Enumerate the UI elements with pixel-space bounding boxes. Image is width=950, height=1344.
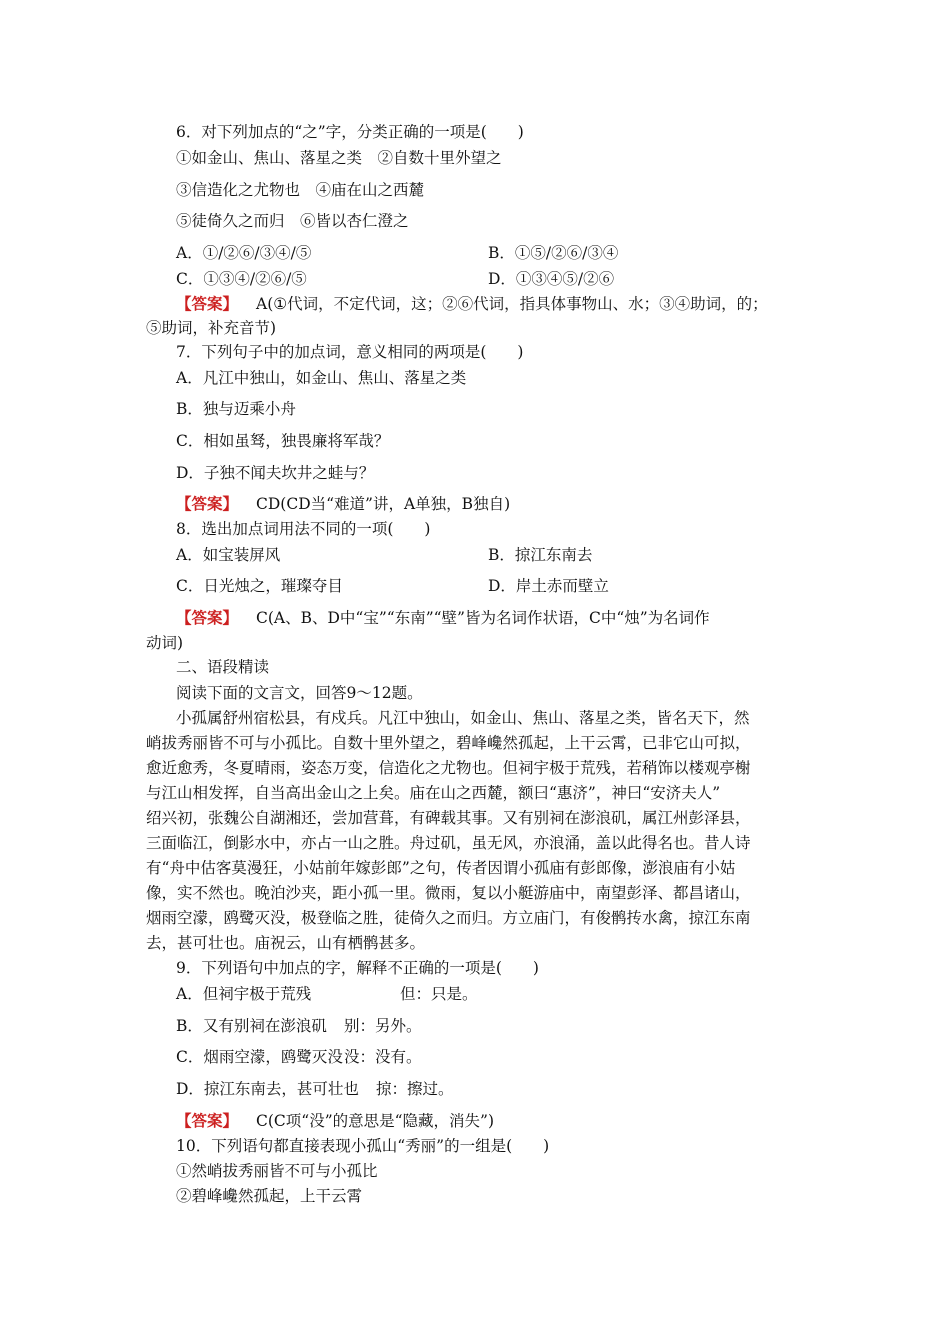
q7-answer-text: CD(CD当“难道”讲，A单独，B独自) (256, 495, 511, 513)
answer-label: 【答案】 (176, 608, 239, 627)
q6-option-a: A．①/②⑥/③④/⑤ (176, 244, 312, 262)
q7-option-a: A．凡江中独山，如金山、焦山、落星之类 (176, 369, 467, 387)
q6-item-1: ①如金山、焦山、落星之类 (176, 149, 363, 167)
q8-stem: 8．选出加点词用法不同的一项( ) (176, 520, 431, 538)
q9-stem: 9．下列语句中加点的字，解释不正确的一项是( ) (176, 959, 539, 977)
q6-item-4: ④庙在山之西麓 (315, 181, 425, 199)
q6-option-b: B．①⑤/②⑥/③④ (488, 244, 619, 262)
q6-item-2: ②自数十里外望之 (377, 149, 502, 167)
q7-option-c: C．相如虽驽，独畏廉将军哉？ (176, 432, 390, 450)
q8-option-d: D．岸土赤而壁立 (488, 577, 609, 595)
q9-a-gloss: 但：只是。 (400, 985, 478, 1003)
section-intro: 阅读下面的文言文，回答9～12题。 (176, 684, 423, 702)
q10-item-1: ①然峭拔秀丽皆不可与小孤比 (176, 1162, 378, 1180)
q8-answer-cont: 动词) (146, 634, 184, 652)
passage-line: 有“舟中估客莫漫狂，小姑前年嫁彭郎”之句，传者因谓小孤庙有彭郎像，澎浪庙有小姑 (146, 859, 736, 877)
passage-line: 峭拔秀丽皆不可与小孤比。自数十里外望之，碧峰巉然孤起，上干云霄，已非它山可拟， (146, 734, 751, 752)
answer-label: 【答案】 (176, 494, 239, 513)
q9-answer-text: C(C项“没”的意思是“隐藏，消失”) (256, 1112, 495, 1130)
passage-line: 像，实不然也。晚泊沙夹，距小孤一里。微雨，复以小艇游庙中，南望彭泽、都昌诸山， (146, 884, 751, 902)
q6-option-c: C．①③④/②⑥/⑤ (176, 270, 307, 288)
q6-answer-cont: ⑤助词，补充音节) (146, 319, 277, 337)
q10-stem: 10．下列语句都直接表现小孤山“秀丽”的一组是( ) (176, 1137, 550, 1155)
q9-a-text: A．但祠宇极于荒残 (176, 985, 312, 1003)
q7-answer (176, 494, 510, 514)
q6-items-row2 (176, 180, 424, 200)
q8-option-c: C．日光烛之，璀璨夺目 (176, 577, 343, 595)
q9-c-gloss: 没：没有。 (344, 1048, 422, 1066)
q9-c-text: C．烟雨空濛，鸥鹭灭没 (176, 1048, 343, 1066)
q8-option-b: B．掠江东南去 (488, 546, 593, 564)
q7-option-d: D．子独不闻夫坎井之蛙与？ (176, 464, 375, 482)
passage-line: 烟雨空濛，鸥鹭灭没，极登临之胜，徒倚久之而归。方立庙门，有俊鹘抟水禽，掠江东南 (146, 909, 751, 927)
q8-answer-text: C(A、B、D中“宝”“东南”“壁”皆为名词作状语，C中“烛”为名词作 (256, 609, 710, 627)
q9-b-text: B．又有别祠在澎浪矶 (176, 1017, 327, 1035)
q9-option-d (176, 1079, 454, 1099)
q6-items-row1 (176, 148, 502, 168)
q6-answer (176, 294, 768, 314)
answer-label: 【答案】 (176, 294, 239, 313)
q6-item-3: ③信造化之尤物也 (176, 181, 301, 199)
q9-option-a (176, 984, 478, 1004)
q9-option-c (176, 1047, 422, 1067)
q6-option-d: D．①③④⑤/②⑥ (488, 270, 615, 288)
passage-line: 去，甚可壮也。庙祝云，山有栖鹘甚多。 (146, 934, 426, 952)
q10-item-2: ②碧峰巉然孤起，上干云霄 (176, 1187, 363, 1205)
passage-line: 与江山相发挥，自当高出金山之上矣。庙在山之西麓，额曰“惠济”，神曰“安济夫人” (146, 784, 721, 802)
q9-d-gloss: 掠：擦过。 (376, 1080, 454, 1098)
q7-stem: 7．下列句子中的加点词，意义相同的两项是( ) (176, 343, 524, 361)
q7-option-b: B．独与迈乘小舟 (176, 400, 296, 418)
q9-answer (176, 1111, 494, 1131)
q9-option-b (176, 1016, 422, 1036)
q6-answer-text: A(①代词，不定代词，这；②⑥代词，指具体事物山、水；③④助词，的； (256, 295, 768, 313)
passage-line: 愈近愈秀，冬夏晴雨，姿态万变，信造化之尤物也。但祠宇极于荒残，若稍饰以楼观亭榭 (146, 759, 751, 777)
passage-line: 三面临江，倒影水中，亦占一山之胜。舟过矶，虽无风，亦浪涌，盖以此得名也。昔人诗 (146, 834, 751, 852)
passage-line: 绍兴初，张魏公自湖湘还，尝加营葺，有碑载其事。又有别祠在澎浪矶，属江州彭泽县， (146, 809, 751, 827)
q6-item-5: ⑤徒倚久之而归 (176, 212, 285, 230)
q6-items-row3 (176, 211, 409, 231)
answer-label: 【答案】 (176, 1111, 239, 1130)
q6-stem: 6．对下列加点的“之”字，分类正确的一项是( ) (176, 123, 524, 141)
q9-d-text: D．掠江东南去，甚可壮也 (176, 1080, 359, 1098)
section-title: 二、语段精读 (176, 658, 270, 676)
q9-b-gloss: 别：另外。 (344, 1017, 422, 1035)
q8-option-a: A．如宝装屏风 (176, 546, 281, 564)
passage-line: 小孤属舒州宿松县，有戍兵。凡江中独山，如金山、焦山、落星之类，皆名天下，然 (176, 709, 750, 727)
q8-answer (176, 608, 710, 628)
q6-item-6: ⑥皆以杏仁澄之 (300, 212, 409, 230)
